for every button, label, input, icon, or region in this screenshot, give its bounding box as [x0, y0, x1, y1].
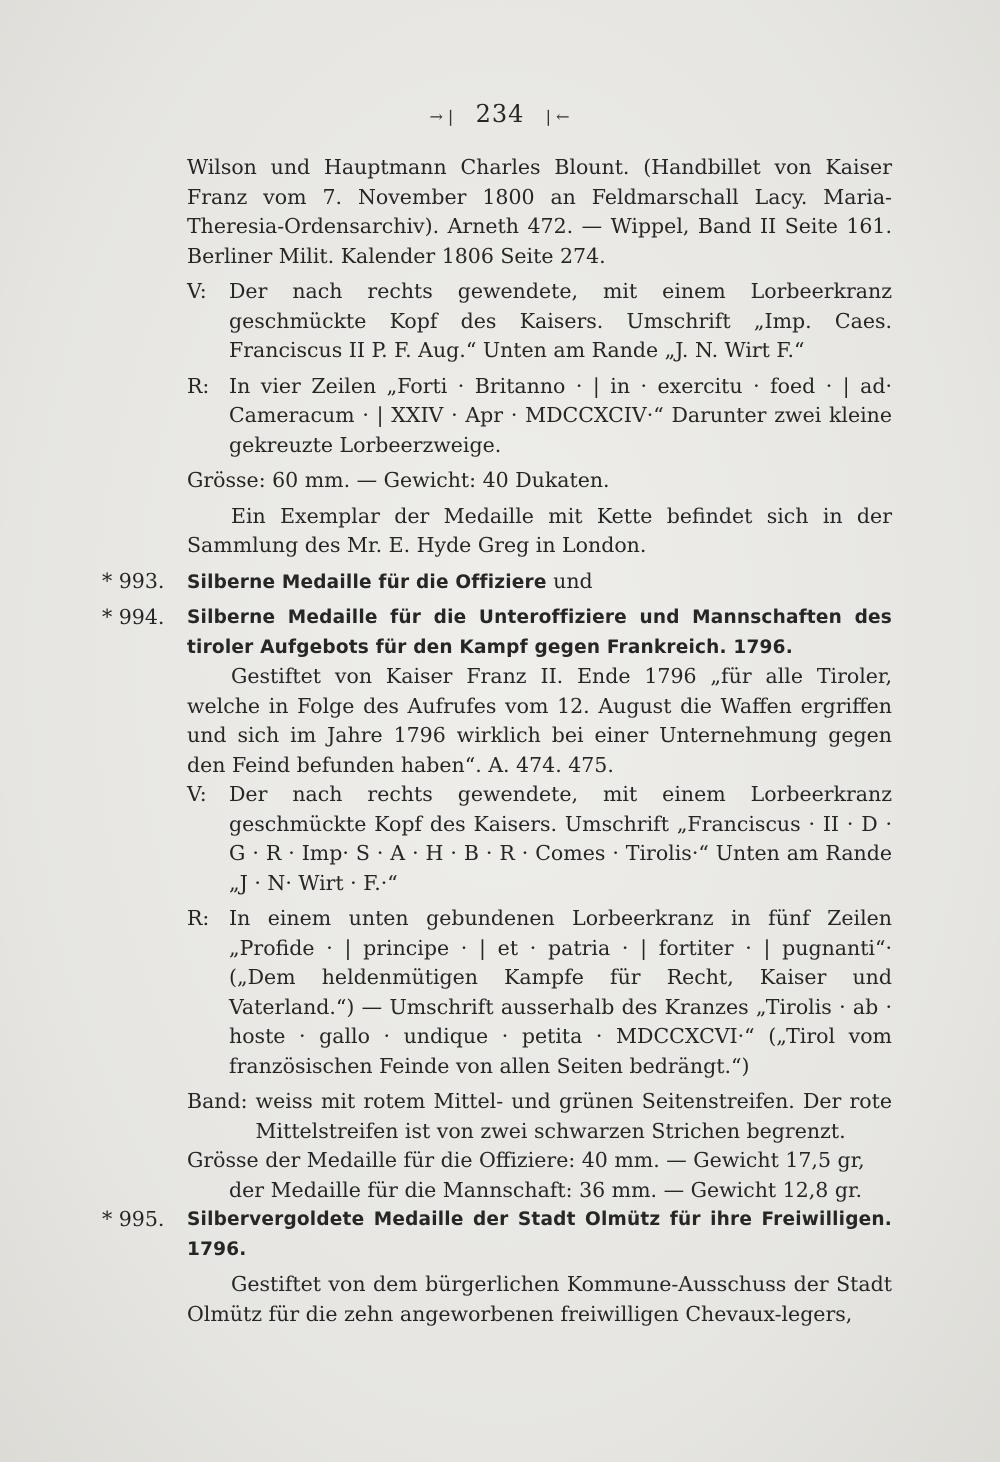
size-line-officers: Grösse der Medaille für die Offiziere: 40 mm. — Gewicht 17,5 gr,	[187, 1148, 865, 1172]
foundation-text-995: Gestiftet von dem bürgerlichen Kommune-Ausschuss der Stadt Olmütz für die zehn angeworbenen freiwilligen Chevaux-legers,	[187, 1272, 892, 1326]
text-column	[102, 153, 892, 1329]
entry-number-994: * 994.	[102, 605, 165, 629]
reverse-text: In einem unten gebundenen Lorbeerkranz in fünf Zeilen „Profide · | principe · | et · patria · | fortiter · | pugnanti“· („Dem heldenmütigen Kampfe für Recht, Kaiser und Vaterland.“) — Umschrift ausserhalb des Kranzes „Tirolis · ab · hoste · gallo · undique · petita · MDCCXCVI·“ („Tirol vom französischen Feinde von allen Seiten bedrängt.“)	[229, 906, 892, 1078]
intro-paragraph: Wilson und Hauptmann Charles Blount. (Handbillet von Kaiser Franz vom 7. November 1800 an Feldmarschall Lacy. Maria-Theresia-Ordensarchiv). Arneth 472. — Wippel, Band II Seite 161. Berliner Milit. Kalender 1806 Seite 274.	[187, 155, 892, 268]
obverse-text: Der nach rechts gewendete, mit einem Lorbeerkranz geschmückte Kopf des Kaisers. Umschrift „Imp. Caes. Franciscus II P. F. Aug.“ Unten am Rande „J. N. Wirt F.“	[229, 279, 892, 362]
band-description-994	[187, 1087, 892, 1146]
band-label: Band:	[187, 1089, 248, 1113]
entry-title-995: Silbervergoldete Medaille der Stadt Olmütz für ihre Freiwilligen. 1796.	[187, 1209, 892, 1260]
ornament-left-icon: →❘	[429, 107, 459, 126]
band-text: weiss mit rotem Mittel- und grünen Seitenstreifen. Der rote Mittelstreifen ist von zwei schwarzen Strichen begrenzt.	[255, 1089, 892, 1143]
exemplar-note: Ein Exemplar der Medaille mit Kette befindet sich in der Sammlung des Mr. E. Hyde Greg in London.	[187, 503, 892, 557]
page-header	[0, 100, 1000, 128]
entry-connector-und: und	[553, 568, 593, 593]
page-number: 234	[475, 100, 525, 128]
entry-995	[102, 1205, 892, 1264]
reverse-description-994	[187, 904, 892, 1081]
ornament-right-icon: ❘←	[541, 107, 571, 126]
entry-title-993: Silberne Medaille für die Offiziere	[187, 571, 547, 593]
obverse-label: V:	[187, 279, 207, 303]
reverse-label: R:	[187, 373, 210, 398]
entry-number-995: * 995.	[102, 1207, 165, 1231]
size-weight-992: Grösse: 60 mm. — Gewicht: 40 Dukaten.	[187, 468, 610, 492]
obverse-description-994	[187, 780, 892, 898]
obverse-label: V:	[187, 782, 207, 806]
entry-title-994: Silberne Medaille für die Unteroffiziere und Mannschaften des tiroler Aufgebots für den Kampf gegen Frankreich. 1796.	[187, 607, 892, 658]
reverse-description-992	[187, 372, 892, 461]
entry-994	[102, 603, 892, 662]
reverse-label: R:	[187, 906, 210, 930]
reverse-text: In vier Zeilen „Forti · Britanno · | in · exercitu · foed · | ad· Cameracum · | XXIV · Apr · MDCCXCIV·“ Darunter zwei kleine gekreuzte Lorbeerzweige.	[229, 373, 892, 457]
obverse-description-992	[187, 277, 892, 366]
obverse-text: Der nach rechts gewendete, mit einem Lorbeerkranz geschmückte Kopf des Kaisers. Umschrift „Franciscus · II · D · G · R · Imp· S · A · H · B · R · Comes · Tirolis·“ Unten am Rande „J · N· Wirt · F.·“	[229, 782, 892, 895]
foundation-text-994: Gestiftet von Kaiser Franz II. Ende 1796 „für alle Tiroler, welche in Folge des Aufrufes vom 12. August die Waffen ergriffen und sich im Jahre 1796 wirklich bei einer Unternehmung gegen den Feind befunden haben“. A. 474. 475.	[187, 664, 892, 777]
entry-heading-993	[187, 567, 892, 598]
entry-number-993: * 993.	[102, 568, 165, 593]
entry-993	[102, 567, 892, 598]
size-line-men: der Medaille für die Mannschaft: 36 mm. — Gewicht 12,8 gr.	[229, 1177, 863, 1202]
